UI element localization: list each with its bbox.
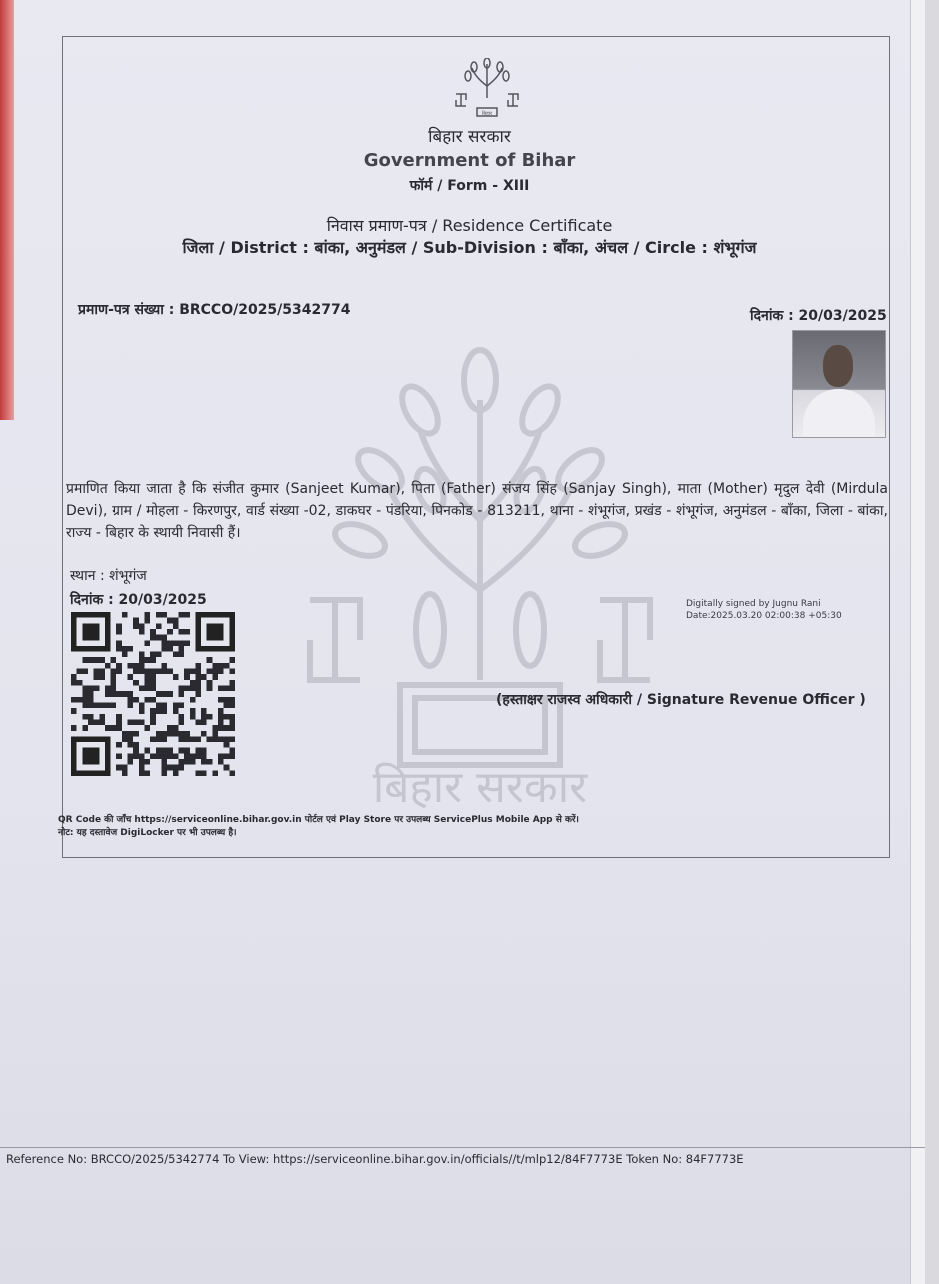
place: स्थान : शंभूगंज: [70, 568, 147, 584]
certificate-body-text: प्रमाणित किया जाता है कि संजीत कुमार (Sanjeet Kumar), पिता (Father) संजय सिंह (Sanjay Singh), माता (Mother) मृदुल देवी (Mirdula Devi), ग्राम / मोहला - किरणपुर, वार्ड संख्या -02, डाकघर - पंडरिया, पिनकोड - 813211, थाना - शंभूगंज, प्रखंड - शंभूगंज, अनुमंडल - बाँका, जिला - बांका, राज्य - बिहार के स्थायी निवासी हैं।: [66, 481, 888, 541]
emblem-text: बिहार: [481, 111, 493, 117]
qr-code-icon: [66, 612, 240, 776]
place-date: दिनांक : 20/03/2025: [70, 592, 207, 608]
signature-label: (हस्ताक्षर राजस्व अधिकारी / Signature Revenue Officer ): [496, 692, 866, 708]
govt-hindi-title: बिहार सरकार: [428, 127, 511, 147]
digital-signature-date: Date:2025.03.20 02:00:38 +05:30: [686, 611, 842, 621]
applicant-photo: [792, 330, 886, 438]
form-number: फॉर्म / Form - XIII: [409, 178, 530, 194]
bihar-emblem-icon: [452, 58, 522, 118]
govt-english-title: Government of Bihar: [363, 150, 576, 171]
digilocker-note: नोट: यह दस्तावेज DigiLocker पर भी उपलब्ध है।: [58, 828, 237, 838]
footer-reference: Reference No: BRCCO/2025/5342774 To View: https://serviceonline.bihar.gov.in/officials//t/mlp12/84F7773E Token No: 84F7773E: [6, 1152, 744, 1166]
digital-signature-name: Digitally signed by Jugnu Rani: [686, 599, 821, 609]
watermark-text: बिहार सरकार: [372, 762, 588, 813]
issue-date: दिनांक : 20/03/2025: [750, 308, 887, 324]
qr-verification-note: QR Code की जाँच https://serviceonline.bihar.gov.in पोर्टल एवं Play Store पर उपलब्ध ServicePlus Mobile App से करें।: [58, 815, 579, 825]
red-background-strip: [0, 0, 14, 420]
certificate-title: निवास प्रमाण-पत्र / Residence Certificate: [326, 216, 613, 235]
certificate-number: प्रमाण-पत्र संख्या : BRCCO/2025/5342774: [78, 302, 351, 318]
digital-signature-block: [686, 598, 842, 622]
footer-divider: [0, 1147, 925, 1148]
location-line: जिला / District : बांका, अनुमंडल / Sub-Division : बाँका, अंचल / Circle : शंभूगंज: [182, 238, 757, 257]
